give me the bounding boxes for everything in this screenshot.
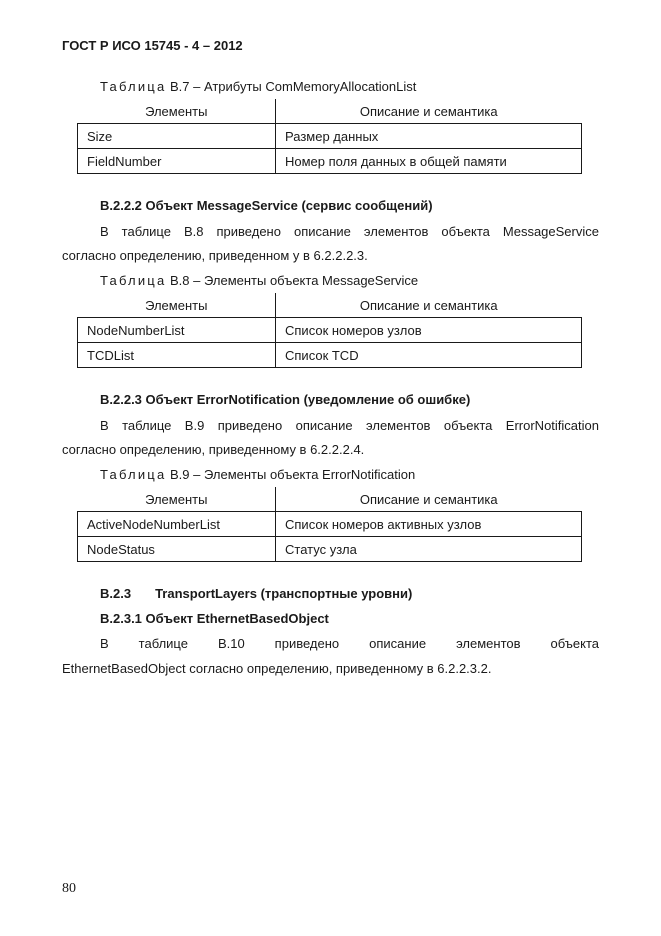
section-heading-b23 (100, 586, 412, 601)
caption-word: Таблица (100, 79, 167, 94)
header-cell: Элементы (78, 99, 276, 124)
section-number: В.2.3 (100, 586, 132, 601)
table-header-row (78, 99, 582, 124)
table-cell: Список номеров активных узлов (276, 512, 582, 537)
table-cell: TCDList (78, 343, 276, 368)
page-number: 80 (62, 881, 76, 896)
table-cell: NodeStatus (78, 537, 276, 562)
section-heading-b222: В.2.2.2 Объект MessageService (сервис сообщений) (100, 198, 433, 213)
page-header-title: ГОСТ Р ИСО 15745 - 4 – 2012 (62, 38, 243, 53)
table-row (78, 343, 582, 368)
caption-text: В.7 – Атрибуты ComMemoryAllocationList (170, 79, 417, 94)
table-b7 (77, 99, 582, 174)
paragraph-line: согласно определению, приведенном у в 6.2.2.2.3. (62, 248, 368, 263)
table-row (78, 149, 582, 174)
table-cell: Size (78, 124, 276, 149)
table-b9-caption (100, 467, 415, 482)
section-heading-b231: В.2.3.1 Объект EthernetBasedObject (100, 611, 329, 626)
caption-text: В.8 – Элементы объекта MessageService (170, 273, 419, 288)
table-b8 (77, 293, 582, 368)
table-header-row (78, 487, 582, 512)
header-cell: Элементы (78, 293, 276, 318)
section-heading-b223: В.2.2.3 Объект ErrorNotification (уведомление об ошибке) (100, 392, 471, 407)
header-cell: Описание и семантика (276, 487, 582, 512)
paragraph-line: В таблице В.8 приведено описание элементов объекта MessageService (100, 224, 599, 239)
table-cell: Номер поля данных в общей памяти (276, 149, 582, 174)
paragraph-line: В таблице В.10 приведено описание элементов объекта (100, 636, 599, 651)
caption-word: Таблица (100, 273, 167, 288)
table-cell: NodeNumberList (78, 318, 276, 343)
table-b9 (77, 487, 582, 562)
paragraph-line: согласно определению, приведенному в 6.2.2.2.4. (62, 442, 365, 457)
table-cell: Размер данных (276, 124, 582, 149)
table-row (78, 124, 582, 149)
table-cell: Статус узла (276, 537, 582, 562)
table-cell: ActiveNodeNumberList (78, 512, 276, 537)
table-cell: Список номеров узлов (276, 318, 582, 343)
table-cell: FieldNumber (78, 149, 276, 174)
header-cell: Описание и семантика (276, 99, 582, 124)
table-row (78, 318, 582, 343)
table-b8-caption (100, 273, 418, 288)
table-row (78, 512, 582, 537)
table-b7-caption (100, 79, 416, 94)
table-header-row (78, 293, 582, 318)
paragraph-line: В таблице В.9 приведено описание элементов объекта ErrorNotification (100, 418, 599, 433)
table-cell: Список TCD (276, 343, 582, 368)
caption-text: В.9 – Элементы объекта ErrorNotification (170, 467, 416, 482)
table-row (78, 537, 582, 562)
section-title: TransportLayers (транспортные уровни) (155, 586, 413, 601)
header-cell: Элементы (78, 487, 276, 512)
caption-word: Таблица (100, 467, 167, 482)
paragraph-line: EthernetBasedObject согласно определению, приведенному в 6.2.2.3.2. (62, 661, 492, 676)
header-cell: Описание и семантика (276, 293, 582, 318)
